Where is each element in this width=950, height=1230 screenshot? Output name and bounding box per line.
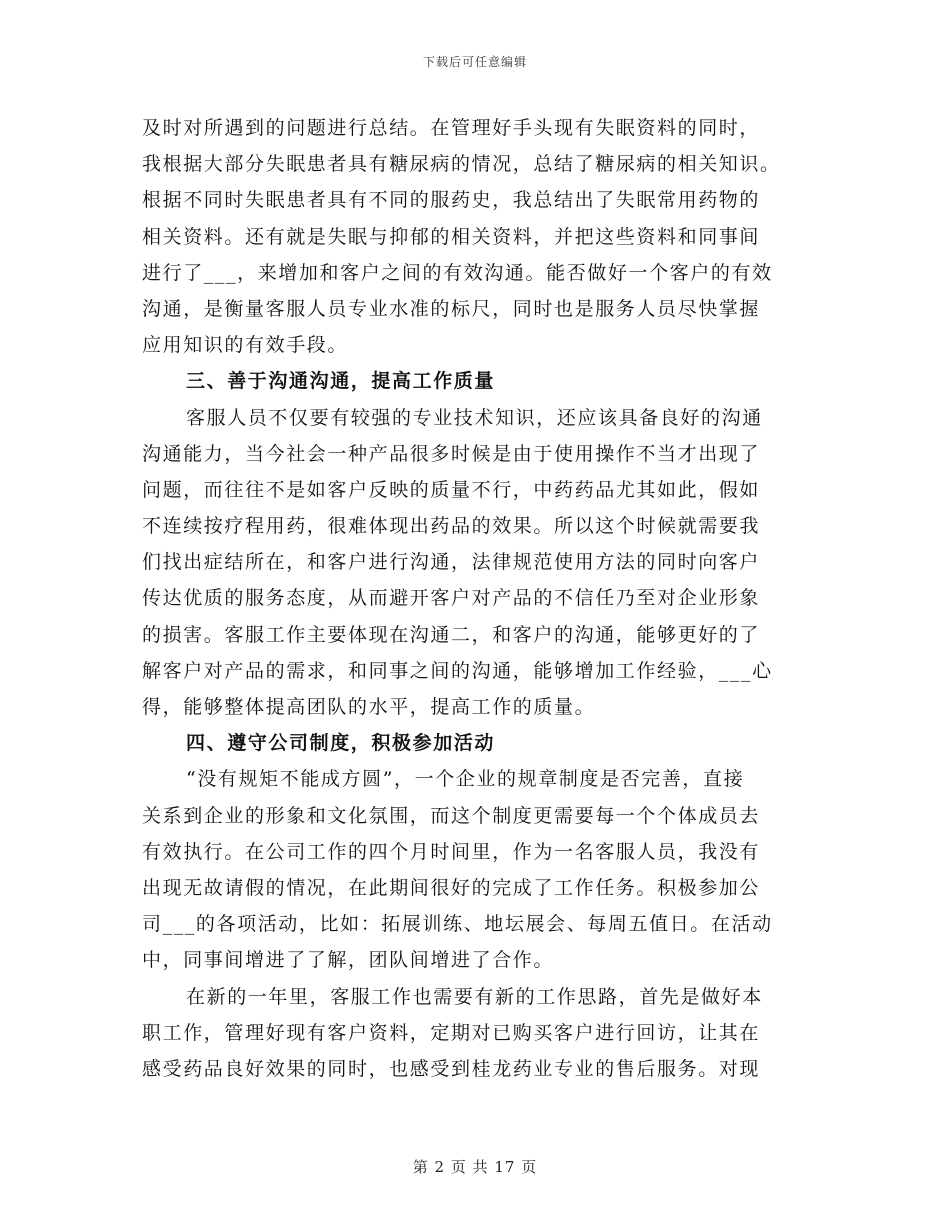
page-footer: 第 2 页 共 17 页 [412, 1158, 538, 1176]
paragraph-line: 中，同事间增进了了解，团队间增进了合作。 [142, 949, 555, 972]
paragraph-line: 及时对所遇到的问题进行总结。在管理好手头现有失眠资料的同时， [142, 117, 761, 139]
paragraph-line: 沟通能力，当今社会一种产品很多时候是由于使用操作不当才出现了 [142, 442, 761, 465]
paragraph-line: “没有规矩不能成方圆”，一个企业的规章制度是否完善，直接 [186, 768, 745, 791]
paragraph-line: 根据不同时失眠患者具有不同的服药史，我总结出了失眠常用药物的 [142, 189, 761, 212]
paragraph-line: 职工作，管理好现有客户资料，定期对已购买客户进行回访，让其在 [142, 1021, 761, 1044]
section-heading: 四、遵守公司制度，积极参加活动 [186, 732, 496, 755]
paragraph-line: 司___的各项活动，比如：拓展训练、地坛展会、每周五值日。在活动 [142, 913, 773, 936]
page-header: 下载后可任意编辑 [422, 55, 527, 69]
paragraph-line: 在新的一年里，客服工作也需要有新的工作思路，首先是做好本 [186, 985, 763, 1008]
paragraph-line: 关系到企业的形象和文化氛围，而这个制度更需要每一个个体成员去 [142, 804, 761, 827]
paragraph-line: 应用知识的有效手段。 [142, 334, 349, 357]
paragraph-line: 感受药品良好效果的同时，也感受到桂龙药业专业的售后服务。对现 [142, 1057, 761, 1080]
paragraph-line: 解客户对产品的需求，和同事之间的沟通，能够增加工作经验，___心 [142, 659, 773, 682]
paragraph-line: 我根据大部分失眠患者具有糖尿病的情况，总结了糖尿病的相关知识。 [142, 153, 781, 176]
paragraph-line: 们找出症结所在，和客户进行沟通，法律规范使用方法的同时向客户 [142, 551, 761, 574]
paragraph-line: 的损害。客服工作主要体现在沟通二，和客户的沟通，能够更好的了 [142, 623, 761, 646]
paragraph-line: 相关资料。还有就是失眠与抑郁的相关资料，并把这些资料和同事间 [142, 225, 761, 248]
paragraph-line: 问题，而往往不是如客户反映的质量不行，中药药品尤其如此，假如 [142, 478, 761, 501]
paragraph-line: 出现无故请假的情况，在此期间很好的完成了工作任务。积极参加公 [142, 876, 761, 899]
paragraph-line: 沟通，是衡量客服人员专业水准的标尺，同时也是服务人员尽快掌握 [142, 297, 761, 320]
paragraph-line: 不连续按疗程用药，很难体现出药品的效果。所以这个时候就需要我 [142, 515, 761, 538]
paragraph-line: 有效执行。在公司工作的四个月时间里，作为一名客服人员，我没有 [142, 840, 761, 863]
paragraph-line: 得，能够整体提高团队的水平，提高工作的质量。 [142, 696, 596, 718]
paragraph-line: 传达优质的服务态度，从而避开客户对产品的不信任乃至对企业形象 [142, 587, 761, 610]
paragraph-line: 进行了___，来增加和客户之间的有效沟通。能否做好一个客户的有效 [142, 261, 773, 284]
document-body [142, 110, 808, 1087]
section-heading: 三、善于沟通沟通，提高工作质量 [186, 370, 496, 393]
paragraph-line: 客服人员不仅要有较强的专业技术知识，还应该具备良好的沟通 [186, 406, 763, 429]
